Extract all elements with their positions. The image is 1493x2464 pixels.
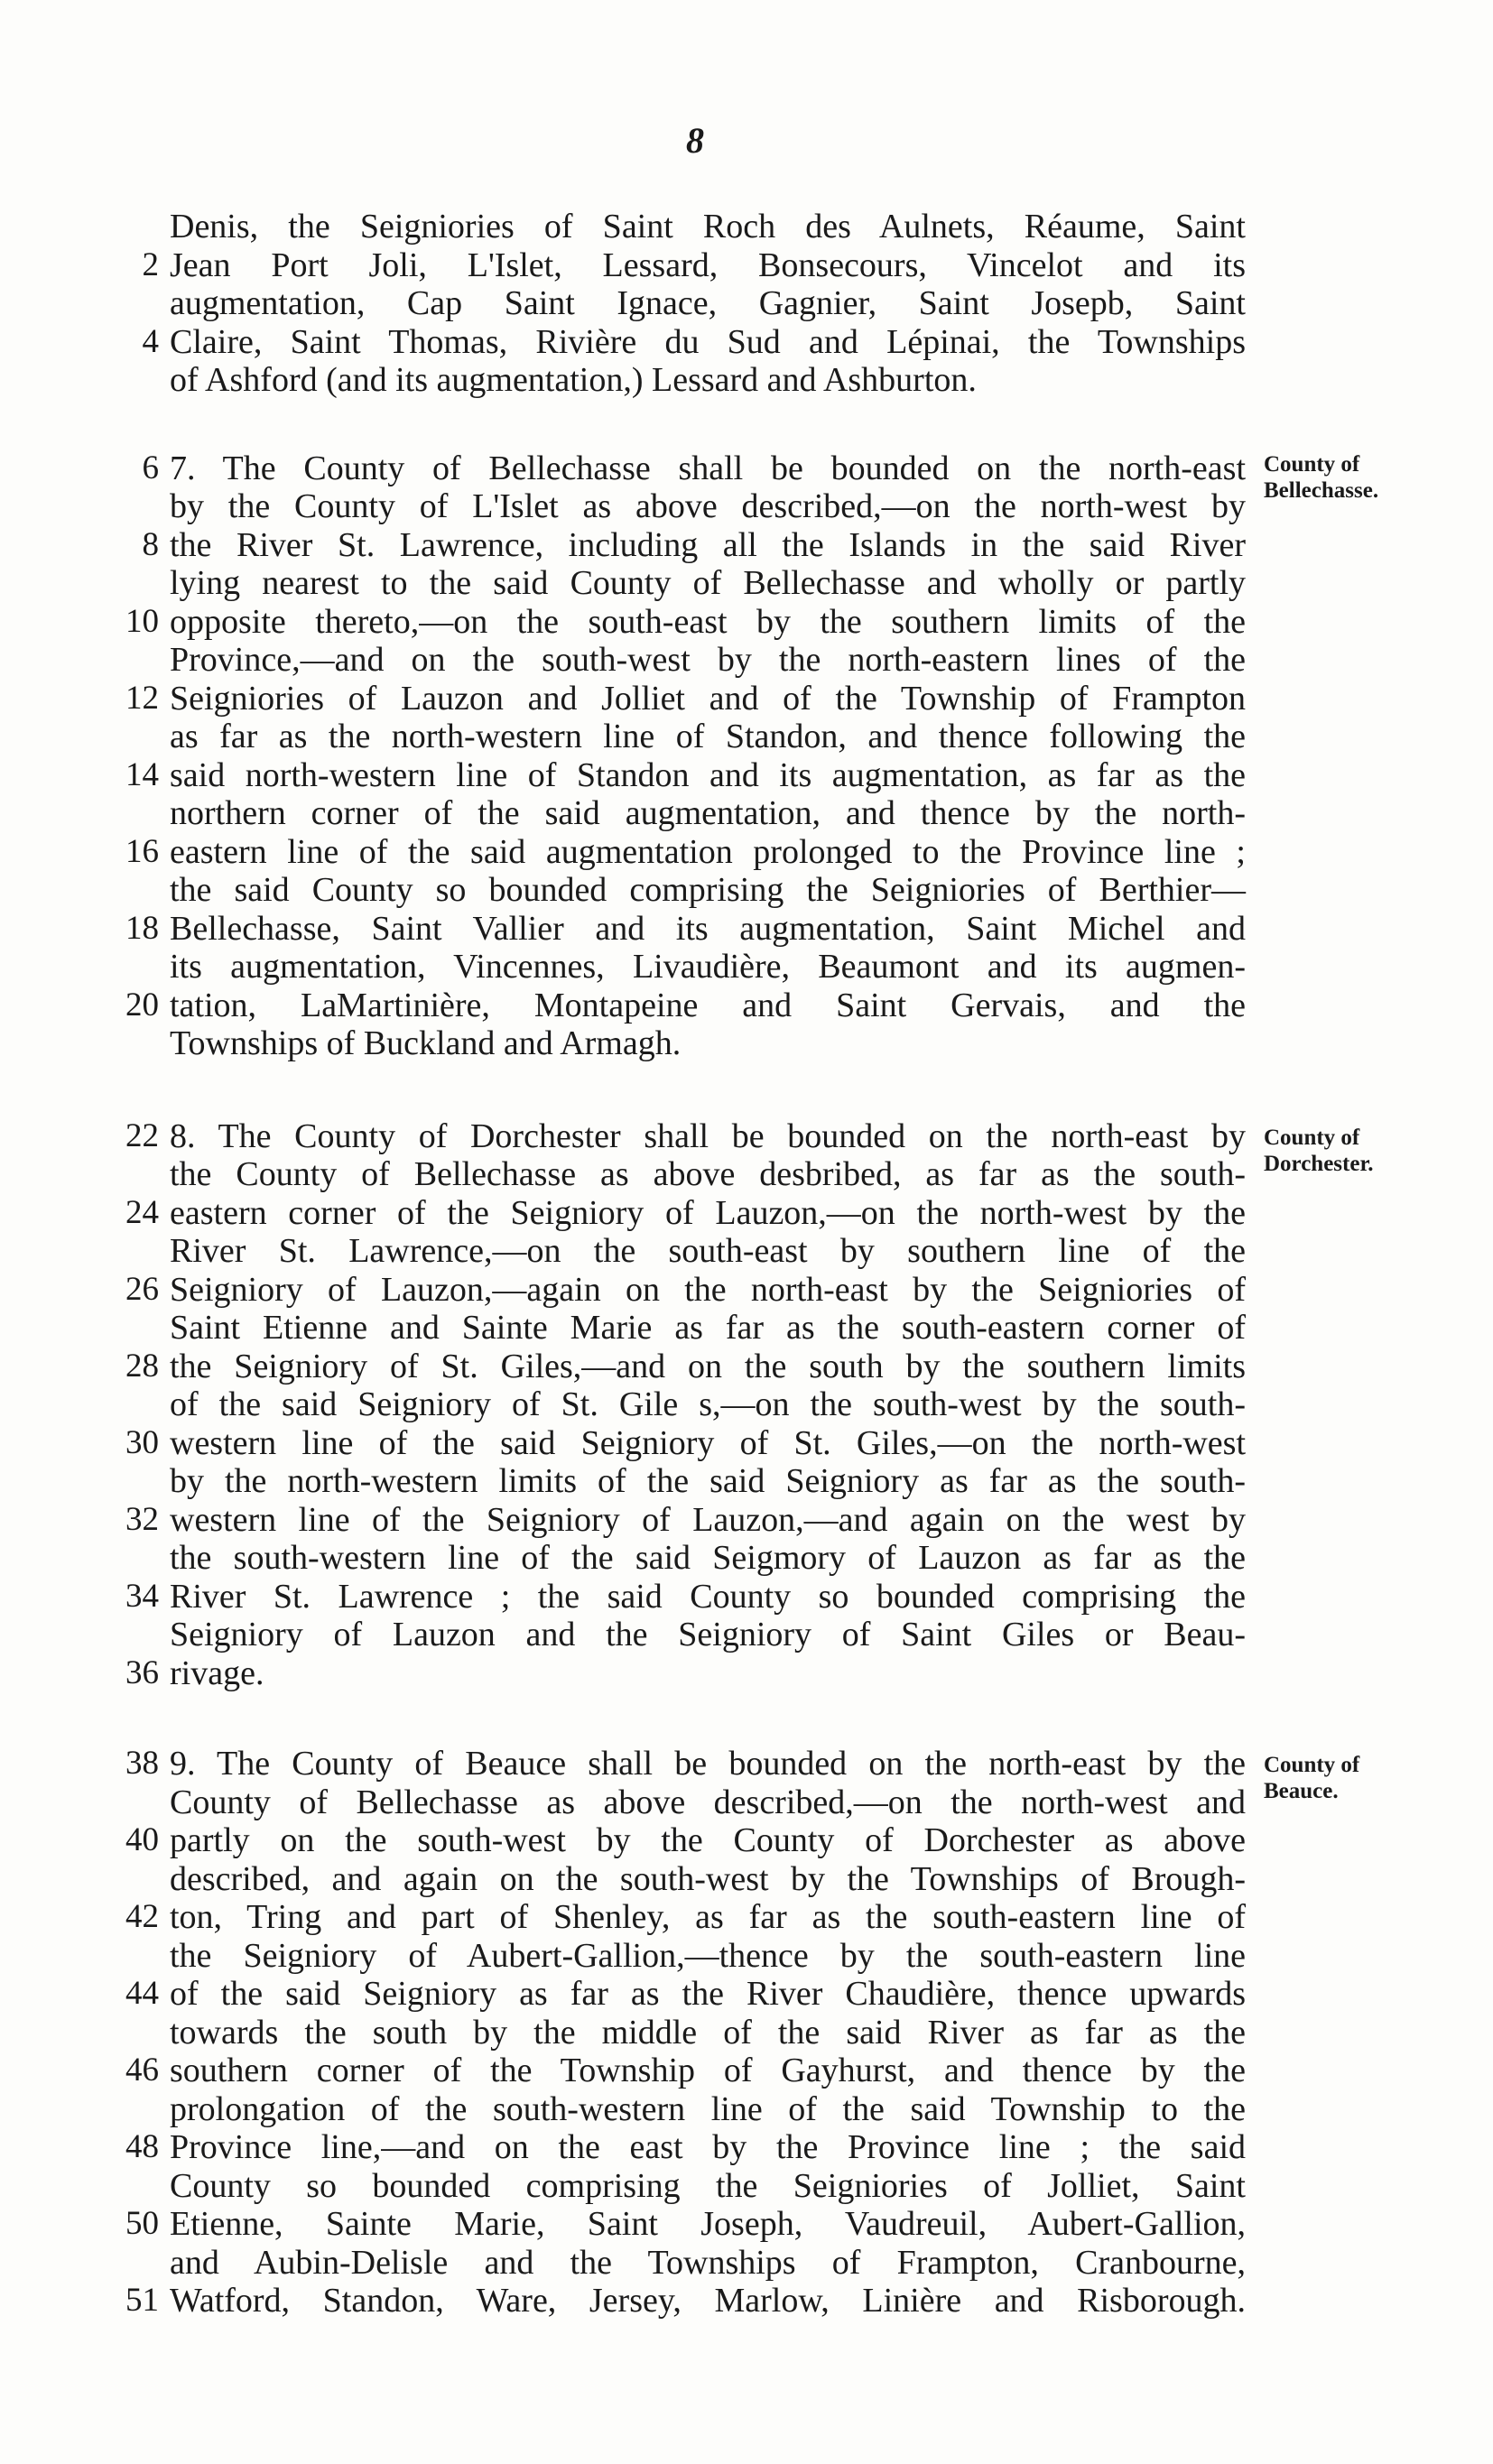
line-text: County of Bellechasse as above described,—on the north-west and: [170, 1783, 1246, 1821]
line-number: 22: [125, 1116, 159, 1154]
text-line: [126, 1654, 1246, 1693]
line-text: by the County of L'Islet as above described,—on the north-west by: [170, 487, 1246, 525]
line-text: Seigniory of Lauzon and the Seigniory of Saint Giles or Beau-: [170, 1616, 1246, 1653]
line-text: western line of the said Seigniory of St. Giles,—on the north-west: [170, 1423, 1246, 1462]
line-text: prolongation of the south-western line of the said Township to the: [170, 2089, 1246, 2128]
line-text: Seigniories of Lauzon and Jolliet and of the Township of Frampton: [170, 679, 1246, 718]
margin-note-bellechasse: [1264, 451, 1426, 504]
text-line: [126, 1155, 1246, 1194]
line-number: 16: [125, 832, 159, 870]
section-continuation: [126, 208, 1246, 400]
line-text: towards the south by the middle of the said River as far as the: [170, 2013, 1246, 2052]
line-text: County so bounded comprising the Seigniories of Jolliet, Saint: [170, 2166, 1246, 2205]
line-text: the south-western line of the said Seigmory of Lauzon as far as the: [170, 1539, 1246, 1577]
line-text: eastern corner of the Seigniory of Lauzon,—on the north-west by the: [170, 1193, 1246, 1232]
line-text: as far as the north-western line of Standon, and thence following the: [170, 718, 1246, 755]
line-text: eastern line of the said augmentation prolonged to the Province line ;: [170, 832, 1246, 871]
text-line: [126, 526, 1246, 565]
line-text: tation, LaMartinière, Montapeine and Saint Gervais, and the: [170, 986, 1246, 1024]
margin-note-dorchester: [1264, 1125, 1426, 1177]
line-text: River St. Lawrence ; the said County so bounded comprising the: [170, 1577, 1246, 1616]
line-number: 24: [125, 1193, 159, 1231]
line-text: Claire, Saint Thomas, Rivière du Sud and Lépinai, the Townships: [170, 322, 1246, 361]
line-text: described, and again on the south-west by the Townships of Brough-: [170, 1859, 1246, 1898]
text-line: [126, 833, 1246, 872]
text-line: [126, 1975, 1246, 2014]
text-line: [126, 2167, 1246, 2206]
line-number: 20: [125, 986, 159, 1024]
line-number: 44: [125, 1975, 159, 2012]
line-text: the Seigniory of St. Giles,—and on the south by the southern limits: [170, 1347, 1246, 1385]
text-line: [126, 987, 1246, 1025]
line-text: Saint Etienne and Sainte Marie as far as the south-eastern corner of: [170, 1309, 1246, 1347]
text-line: [126, 910, 1246, 949]
margin-note-line: County of: [1264, 451, 1360, 477]
line-number: 42: [125, 1898, 159, 1935]
line-text: Province,—and on the south-west by the north-eastern lines of the: [170, 641, 1246, 679]
text-line: [126, 564, 1246, 603]
text-line: [126, 1424, 1246, 1463]
line-text: River St. Lawrence,—on the south-east by southern line of the: [170, 1232, 1246, 1270]
text-line: [126, 1117, 1246, 1156]
text-line: [126, 208, 1246, 246]
line-text: and Aubin-Delisle and the Townships of Frampton, Cranbourne,: [170, 2243, 1246, 2282]
line-number: 18: [125, 909, 159, 947]
line-text: 7. The County of Bellechasse shall be bounded on the north-east: [170, 449, 1246, 487]
text-line: [126, 361, 1246, 400]
margin-note-line: Beauce.: [1264, 1779, 1339, 1803]
line-text: northern corner of the said augmentation, and thence by the north-: [170, 794, 1246, 832]
line-number: 2: [142, 245, 159, 283]
margin-note-line: County of: [1264, 1125, 1360, 1150]
text-line: [126, 1024, 1246, 1063]
margin-note-line: County of: [1264, 1753, 1360, 1777]
margin-note-line: Dorchester.: [1264, 1151, 1374, 1176]
line-number: 46: [125, 2052, 159, 2089]
text-line: [126, 246, 1246, 285]
text-line: [126, 603, 1246, 642]
text-line: [126, 2128, 1246, 2167]
text-line: [126, 756, 1246, 795]
line-number: 51: [125, 2282, 159, 2319]
text-line: [126, 1898, 1246, 1937]
text-line: [126, 2205, 1246, 2244]
line-text: the River St. Lawrence, including all the Islands in the said River: [170, 525, 1246, 564]
text-line: [126, 1385, 1246, 1424]
line-text: Seigniory of Lauzon,—again on the north-east by the Seigniories of: [170, 1270, 1246, 1309]
line-number: 30: [125, 1423, 159, 1461]
line-text: Denis, the Seigniories of Saint Roch des Aulnets, Réaume, Saint: [170, 208, 1246, 245]
line-text: ton, Tring and part of Shenley, as far as the south-eastern line of: [170, 1898, 1246, 1936]
line-text: Townships of Buckland and Armagh.: [170, 1024, 682, 1062]
line-text: of the said Seigniory of St. Gile s,—on the south-west by the south-: [170, 1385, 1246, 1423]
line-number: 50: [125, 2205, 159, 2242]
line-text: opposite thereto,—on the south-east by the southern limits of the: [170, 602, 1246, 641]
text-line: [126, 1860, 1246, 1899]
text-line: [126, 1745, 1246, 1783]
text-line: [126, 641, 1246, 680]
text-line: [126, 1348, 1246, 1386]
line-text: of Ashford (and its augmentation,) Lessard and Ashburton.: [170, 361, 977, 399]
line-text: Province line,—and on the east by the Province line ; the said: [170, 2128, 1246, 2166]
text-line: [126, 1616, 1246, 1654]
line-number: 32: [125, 1500, 159, 1538]
body-text: [125, 208, 1379, 2320]
line-text: southern corner of the Township of Gayhurst, and thence by the: [170, 2052, 1246, 2089]
line-number: 4: [142, 322, 159, 360]
line-text: 8. The County of Dorchester shall be bounded on the north-east by: [170, 1116, 1246, 1155]
section-bellechasse: [125, 449, 1379, 1063]
line-text: the County of Bellechasse as above desbribed, as far as the south-: [170, 1155, 1246, 1193]
text-line: [126, 794, 1246, 833]
text-line: [126, 1462, 1246, 1501]
text-line: [126, 1501, 1246, 1540]
margin-note-beauce: [1264, 1752, 1426, 1804]
line-number: 6: [142, 449, 159, 486]
text-line: [126, 2014, 1246, 2052]
text-line: [126, 2244, 1246, 2283]
text-line: [126, 1194, 1246, 1233]
section-beauce: [125, 1745, 1360, 2320]
line-text: western line of the Seigniory of Lauzon,—and again on the west by: [170, 1500, 1246, 1539]
text-line: [126, 2090, 1246, 2129]
text-line: [126, 1937, 1246, 1976]
line-text: 9. The County of Beauce shall be bounded on the north-east by the: [170, 1745, 1246, 1783]
line-number: 36: [125, 1653, 159, 1691]
line-text: lying nearest to the said County of Bellechasse and wholly or partly: [170, 564, 1246, 602]
line-text: of the said Seigniory as far as the River Chaudière, thence upwards: [170, 1975, 1246, 2013]
line-number: 38: [125, 1745, 159, 1782]
text-line: [126, 1232, 1246, 1271]
line-number: 34: [125, 1577, 159, 1615]
text-line: [126, 1783, 1246, 1822]
line-number: 12: [125, 679, 159, 717]
line-text: Jean Port Joli, L'Islet, Lessard, Bonsecours, Vincelot and its: [170, 245, 1246, 284]
text-line: [126, 2052, 1246, 2090]
section-dorchester: [125, 1116, 1374, 1693]
line-text: the said County so bounded comprising the Seigniories of Berthier—: [170, 871, 1246, 909]
text-line: [126, 871, 1246, 910]
text-line: [126, 1271, 1246, 1310]
text-line: [126, 718, 1246, 756]
text-line: [126, 948, 1246, 987]
text-line: [126, 2282, 1246, 2320]
line-number: 48: [125, 2128, 159, 2165]
line-text: the Seigniory of Aubert-Gallion,—thence by the south-eastern line: [170, 1936, 1246, 1975]
text-line: [126, 449, 1246, 488]
line-number: 14: [125, 755, 159, 793]
text-line: [126, 1309, 1246, 1348]
line-number: 8: [142, 525, 159, 563]
text-line: [126, 323, 1246, 362]
text-line: [126, 487, 1246, 526]
line-text: by the north-western limits of the said Seigniory as far as the south-: [170, 1462, 1246, 1500]
line-text: Watford, Standon, Ware, Jersey, Marlow, Linière and Risborough.: [170, 2282, 1246, 2320]
line-number: 10: [125, 602, 159, 640]
line-number: 26: [125, 1270, 159, 1308]
line-text: its augmentation, Vincennes, Livaudière, Beaumont and its augmen-: [170, 948, 1246, 986]
line-text: Etienne, Sainte Marie, Saint Joseph, Vaudreuil, Aubert-Gallion,: [170, 2205, 1246, 2243]
line-text: augmentation, Cap Saint Ignace, Gagnier, Saint Josepb, Saint: [170, 284, 1246, 322]
line-number: 28: [125, 1347, 159, 1385]
text-line: [126, 1578, 1246, 1616]
text-line: [126, 284, 1246, 323]
line-text: partly on the south-west by the County of Dorchester as above: [170, 1821, 1246, 1859]
page-number: 8: [686, 120, 704, 161]
text-line: [126, 1539, 1246, 1578]
line-text: said north-western line of Standon and its augmentation, as far as the: [170, 755, 1246, 794]
text-line: [126, 1821, 1246, 1860]
margin-note-line: Bellechasse.: [1264, 477, 1379, 503]
line-number: 40: [125, 1821, 159, 1858]
line-text: Bellechasse, Saint Vallier and its augmentation, Saint Michel and: [170, 909, 1246, 948]
text-line: [126, 680, 1246, 718]
line-text: rivage.: [170, 1653, 264, 1692]
